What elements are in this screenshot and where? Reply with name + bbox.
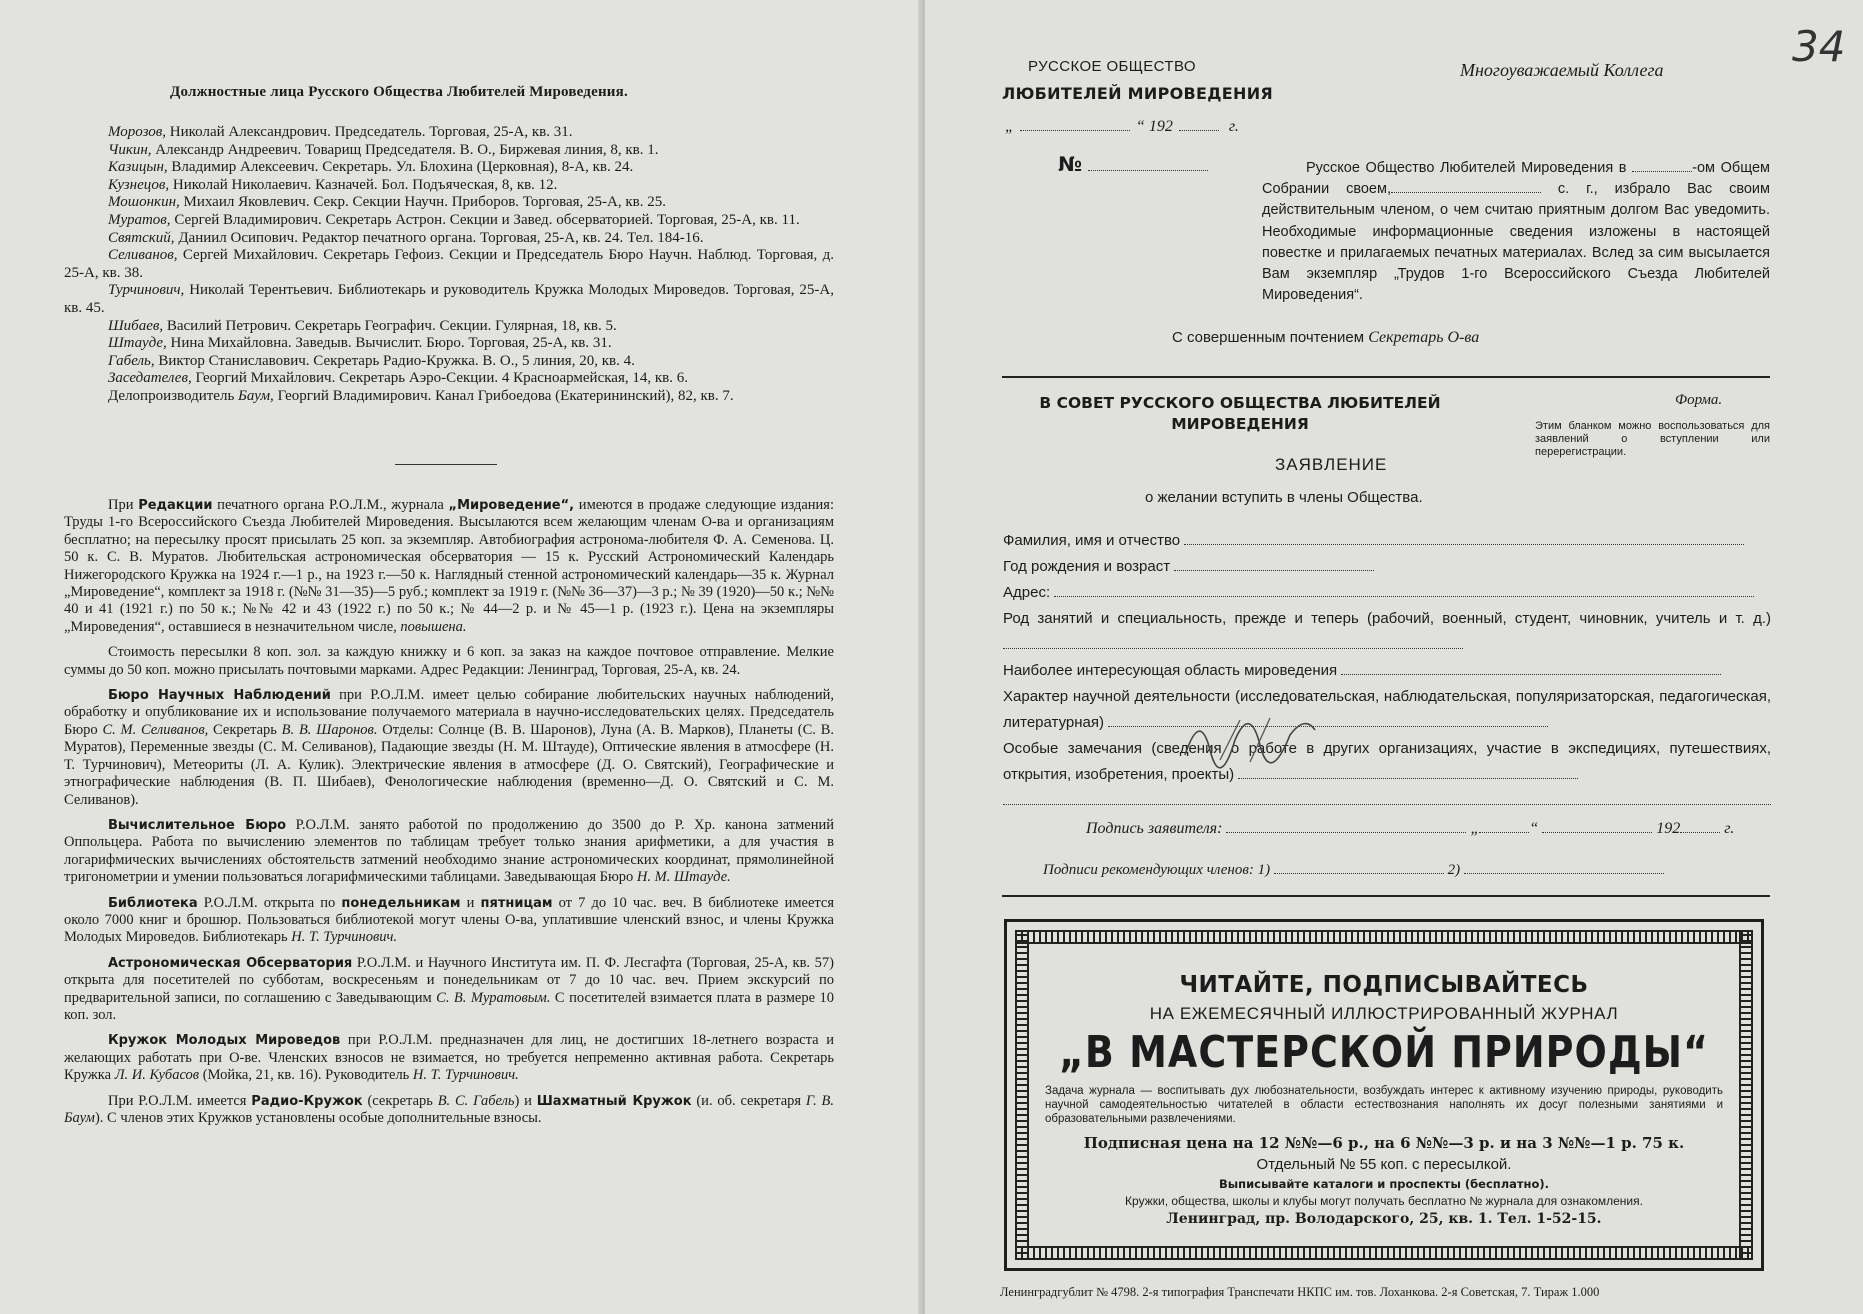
official-entry: Морозов, Николай Александрович. Председатель. Торговая, 25-А, кв. 31. — [108, 124, 573, 140]
observations-bureau-paragraph: Бюро Научных Наблюдений при Р.О.Л.М. имеет целью собирание любительских научных наблюдений, обработку и опубликование их и использование получаемого материала в научно-исследовательских целях. Председатель Бюро С. М. Селиванов, Секретарь В. В. Шаронов. Отделы: Солнце (В. В. Шаронов), Луна (А. В. Марков), Планеты (С. В. Муратов), Переменные звезды (С. М. Селиванов), Падающие звезды (Н. М. Штауде), Оптические явления в атмосфере (Н. Т. Турчинович), Метеориты (Л. А. Кулик). Электрические явления в атмосфере (Д. О. Святский), Географические и этнографические наблюдения (В. П. Шибаев), Фенологические наблюдения (временно—Д. О. Святский и С. М. Селиванов). — [64, 687, 834, 808]
official-entry: Святский, Даниил Осипович. Редактор печатного органа. Торговая, 25-А, кв. 24. Тел. 184-16. — [108, 229, 704, 246]
field-notes: Особые замечания (сведения о работе в других организациях, участие в экспедициях, путешествиях, открытия, изобретения, проекты) — [1003, 740, 1771, 783]
official-entry: Шибаев, Василий Петрович. Секретарь Географич. Секции. Гулярная, 18, кв. 5. — [108, 317, 617, 334]
handwritten-scribble — [1180, 700, 1320, 770]
field-occupation: Род занятий и специальность, прежде и теперь (рабочий, военный, студент, чиновник, учитель и т. д.) — [1003, 606, 1771, 658]
official-entry: Казицын, Владимир Алексеевич. Секретарь. Ул. Блохина (Церковная), 8-А, кв. 24. — [108, 159, 634, 176]
official-entry: Муратов, Сергей Владимирович. Секретарь Астрон. Секции и Завед. обсерваторией. Торговая, 25-А, кв. 11. — [108, 211, 800, 228]
form-label: Форма. — [1675, 392, 1723, 408]
computing-bureau-paragraph: Вычислительное Бюро Р.О.Л.М. занято работой по продолжению до 3500 до Р. Хр. канона затмений Оппольцера. Работа по вычислению элементов по таблицам требует только знания арифметики, а для участия в логарифмических вычислениях обстоятельств затмений необходимо знание астрономических координат, прямолинейной тригонометрии и умении пользоваться логарифмическими таблицами. Заведывающая Бюро Н. М. Штауде. — [64, 816, 834, 886]
journal-advertisement — [1004, 919, 1764, 1271]
signature-line: Подпись заявителя: „ “ 192 г. — [1086, 820, 1735, 837]
ornament-border-top — [1015, 930, 1753, 944]
form-divider-bottom — [1002, 895, 1770, 897]
ad-content — [1037, 952, 1731, 1238]
application-title: ЗАЯВЛЕНИЕ — [1275, 455, 1388, 474]
ornament-border-right — [1739, 930, 1753, 1260]
society-name-small: РУССКОЕ ОБЩЕСТВО — [1028, 58, 1196, 75]
notes-extra-line — [1003, 804, 1771, 805]
postage-paragraph: Стоимость пересылки 8 коп. зол. за каждую книжку и 6 коп. за заказ на каждое почтовое отправление. Мелкие суммы до 50 коп. можно присылать почтовыми марками. Адрес Редакции: Ленинград, Торговая, 25-А, кв. 24. — [64, 644, 834, 678]
election-letter: Русское Общество Любителей Мироведения в -ом Общем Собрании своем, с. г., избрало Вас своим действительным членом, о чем считаю приятным долгом Вас уведомить. Необходимые информационные сведения изложены в настоящей повестке и прилагаемых печатных материалах. Вслед за сим высылается Вам экземпляр „Трудов 1-го Всероссийского Съезда Любителей Мироведения“. — [1262, 160, 1770, 304]
society-info-text — [64, 497, 834, 1135]
field-address: Адрес: — [1003, 580, 1771, 606]
ad-journal-title: „В МАСТЕРСКОЙ ПРИРОДЫ“ — [1058, 1026, 1710, 1078]
recommenders-line: Подписи рекомендующих членов: 1) 2) — [1043, 862, 1773, 879]
official-entry: Кузнецов, Николай Николаевич. Казначей. Бол. Подъяческая, 8, кв. 12. — [108, 176, 558, 193]
official-entry-clerk: Делопроизводитель Баум, Георгий Владимирович. Канал Грибоедова (Екатерининский), 82, кв. 7. — [108, 387, 734, 404]
ad-headline: ЧИТАЙТЕ, ПОДПИСЫВАЙТЕСЬ — [1179, 972, 1589, 998]
official-entry: Селиванов, Сергей Михайлович. Секретарь Гефоиз. Секции и Председатель Бюро Научн. Наблюд. Торговая, д. 25-А, кв. 38. — [64, 247, 834, 281]
field-full-name: Фамилия, имя и отчество — [1003, 528, 1771, 554]
ad-single-issue: Отдельный № 55 коп. с пересылкой. — [1256, 1156, 1512, 1173]
official-entry: Турчинович, Николай Терентьевич. Библиотекарь и руководитель Кружка Молодых Мироведов. Торговая, 25-А, кв. 45. — [64, 282, 834, 316]
officials-list — [64, 124, 834, 406]
greeting: Многоуважаемый Коллега — [1460, 60, 1664, 80]
council-heading: В СОВЕТ РУССКОГО ОБЩЕСТВА ЛЮБИТЕЛЕЙ МИРОВЕДЕНИЯ — [1039, 394, 1441, 433]
printer-imprint: Ленинградгублит № 4798. 2-я типография Транспечати НКПС им. тов. Лоханкова. 2-я Советская, 7. Тираж 1.000 — [1000, 1285, 1600, 1299]
library-paragraph: Библиотека Р.О.Л.М. открыта по понедельникам и пятницам от 7 до 10 час. веч. В библиотеке имеется около 7000 книг и брошюр. Пользоваться библиотекой могут члены О-ва, уплатившие членский взнос, и члены Кружка Молодых Мироведов. Библиотекарь Н. Т. Турчинович. — [64, 894, 835, 946]
section-divider — [395, 464, 497, 465]
official-entry: Штауде, Нина Михайловна. Заведыв. Вычислит. Бюро. Торговая, 25-А, кв. 31. — [108, 335, 612, 352]
ad-address: Ленинград, пр. Володарского, 25, кв. 1. Тел. 1-52-15. — [1166, 1211, 1602, 1227]
official-entry: Мошонкин, Михаил Яковлевич. Секр. Секции Научн. Приборов. Торговая, 25-А, кв. 25. — [108, 194, 666, 211]
official-entry: Чикин, Александр Андреевич. Товарищ Председателя. В. О., Биржевая линия, 8, кв. 1. — [108, 141, 659, 158]
officials-heading: Должностные лица Русского Общества Любителей Мироведения. — [170, 84, 628, 100]
young-club-paragraph: Кружок Молодых Мироведов при Р.О.Л.М. предназначен для лиц, не достигших 18-летнего возраста и желающих работать при О-ве. Членских взносов не взимается, но требуется непременно активная работа. Секретарь Кружка Л. И. Кубасов (Мойка, 21, кв. 16). Руководитель Н. Т. Турчинович. — [64, 1032, 834, 1084]
ad-price: Подписная цена на 12 №№—6 р., на 6 №№—3 р. и на 3 №№—1 р. 75 к. — [1083, 1134, 1685, 1152]
page-number: 34 — [1792, 22, 1846, 71]
official-entry: Габель, Виктор Станиславович. Секретарь Радио-Кружка. В. О., 5 линия, 20, кв. 4. — [108, 352, 635, 369]
clubs-paragraph: При Р.О.Л.М. имеется Радио-Кружок (секретарь В. С. Габель) и Шахматный Кружок (и. об. секретаря Г. В. Баум). С членов этих Кружков установлены особые дополнительные взносы. — [64, 1092, 834, 1126]
ad-description: Задача журнала — воспитывать дух любознательности, возбуждать интерес к активному изучению природы, руководить научной самодеятельностью читателей в области естествознания наполнять их досуг полезными занятиями и образовательными развлечениями. — [1045, 1085, 1723, 1125]
blank-note: Этим бланком можно воспользоваться для заявлений о вступлении или перерегистрации. — [1535, 420, 1770, 458]
editorial-paragraph: При Редакции печатного органа Р.О.Л.М., журнала „Мироведение“, имеются в продаже следующие издания: Труды 1-го Всероссийского Съезда Любителей Мироведения. Высылаются всем желающим членам О-ва и организациям бесплатно; на пересылку просят присылать 25 коп. за экземпляр. Автобиография астронома-любителя Ф. А. Семенова. Ц. 50 к. С. В. Муратов. Любительская астрономическая обсерватория — 15 к. Русский Астрономический Календарь Нижегородского Кружка на 1924 г.—1 р., на 1923 г.—50 к. Наглядный стенной астрономический календарь—35 к. Журнал „Мироведение“, комплект за 1918 г. (№№ 31—35)—5 руб.; комплект за 1919 г. (№№ 36—37)—3 р.; № 39 (1920)—50 к.; №№ 40 и 41 (1921 г.) по 50 к.; №№ 42 и 43 (1922 г.) по 50 к.; № 44—2 р. и № 45—1 р. (1923 г.). Цена на экземпляры „Мироведения“, оставшиеся в незначительном числе, повышена. — [64, 497, 835, 635]
left-page — [0, 0, 925, 1314]
date-line: „ “ 192 г. — [1005, 118, 1239, 135]
signoff: С совершенным почтением Секретарь О-ва — [1172, 329, 1480, 346]
field-science: Характер научной деятельности (исследовательская, наблюдательская, популяризаторская, педагогическая, литературная) — [1003, 688, 1771, 731]
ornament-border-left — [1015, 930, 1029, 1260]
field-interest: Наиболее интересующая область мироведения — [1003, 658, 1771, 684]
application-subtitle: о желании вступить в члены Общества. — [1145, 489, 1423, 506]
ad-clubs: Кружки, общества, школы и клубы могут получать бесплатно № журнала для ознакомления. — [1125, 1194, 1643, 1208]
society-name-bold: ЛЮБИТЕЛЕЙ МИРОВЕДЕНИЯ — [1002, 84, 1274, 103]
field-birth-year: Год рождения и возраст — [1003, 554, 1771, 580]
ad-subheadline: НА ЕЖЕМЕСЯЧНЫЙ ИЛЛЮСТРИРОВАННЫЙ ЖУРНАЛ — [1149, 1004, 1619, 1023]
observatory-paragraph: Астрономическая Обсерватория Р.О.Л.М. и Научного Института им. П. Ф. Лесгафта (Торговая, 25-А, кв. 57) открыта для посетителей по субботам, воскресеньям и понедельникам от 7 до 10 час. веч. Прием экскурсий по предварительной записи, по соглашению с Заведывающим С. В. Муратовым. С посетителей взимается плата в размере 10 коп. зол. — [64, 954, 834, 1023]
ornament-border-bottom — [1015, 1246, 1753, 1260]
official-entry: Заседателев, Георгий Михайлович. Секретарь Аэро-Секции. 4 Красноармейская, 14, кв. 6. — [108, 370, 688, 387]
form-divider-top — [1002, 376, 1770, 378]
ad-catalogs: Выписывайте каталоги и проспекты (бесплатно). — [1218, 1177, 1550, 1191]
number-field: № — [1058, 152, 1208, 176]
